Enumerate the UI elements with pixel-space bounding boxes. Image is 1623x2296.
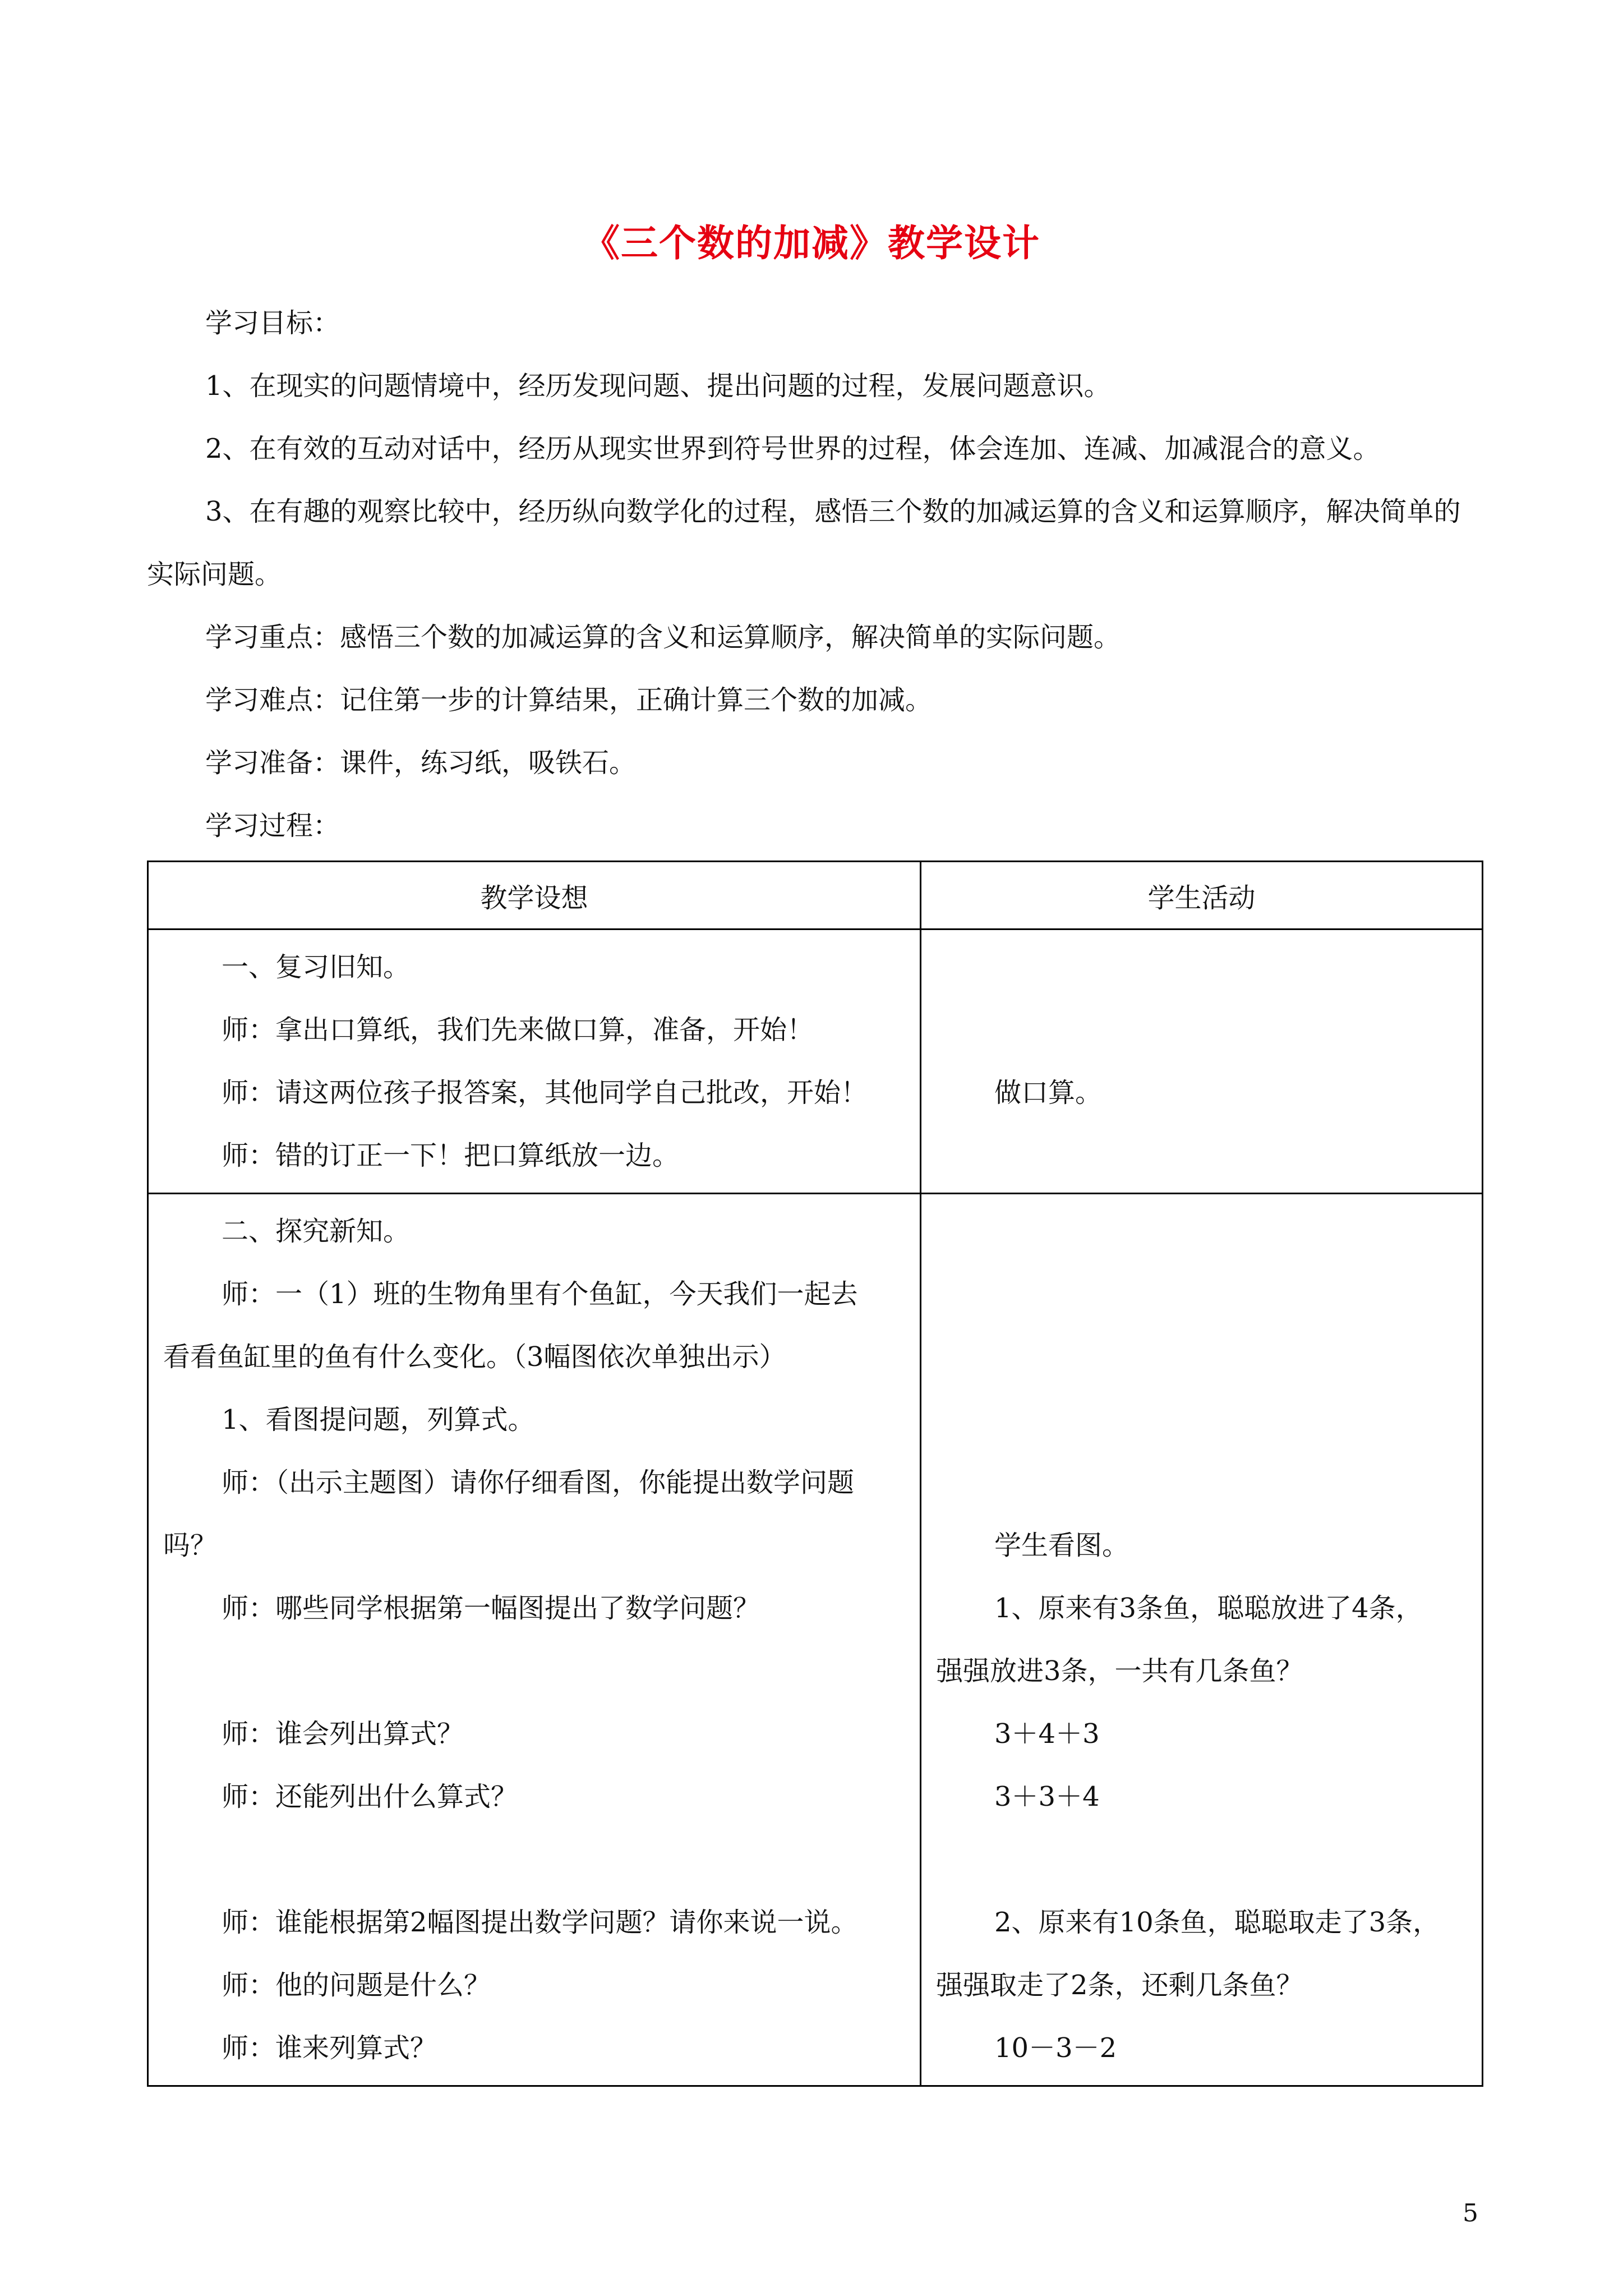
teacher-line: 1、看图提问题，列算式。 xyxy=(222,1404,535,1435)
goal-1: 1、在现实的问题情境中，经历发现问题、提出问题的过程，发展问题意识。 xyxy=(205,370,1111,402)
goal-3: 3、在有趣的观察比较中，经历纵向数学化的过程，感悟三个数的加减运算的含义和运算顺序，解决简单的实际问题。 xyxy=(147,496,1461,590)
preparation: 学习准备：课件，练习纸，吸铁石。 xyxy=(205,747,637,779)
table-header-row xyxy=(148,862,1483,930)
student-line: 3＋4＋3 xyxy=(994,1718,1100,1750)
teacher-line: 师：一（1）班的生物角里有个鱼缸，今天我们一起去 xyxy=(222,1278,858,1310)
goals-label: 学习目标： xyxy=(205,307,340,339)
student-line: 做口算。 xyxy=(994,1077,1103,1108)
teacher-line: 师：他的问题是什么？ xyxy=(222,1970,491,2001)
teacher-line: 师：谁能根据第2幅图提出数学问题？请你来说一说。 xyxy=(222,1907,858,1938)
teacher-line: 二、探究新知。 xyxy=(222,1216,411,1247)
document-title: 《三个数的加减》教学设计 xyxy=(583,221,1040,265)
teacher-line: 师：谁会列出算式？ xyxy=(222,1718,464,1750)
teacher-cell xyxy=(148,1194,921,2086)
student-line: 强强放进3条，一共有几条鱼？ xyxy=(936,1655,1303,1687)
key-point: 学习重点：感悟三个数的加减运算的含义和运算顺序，解决简单的实际问题。 xyxy=(205,622,1121,653)
student-cell xyxy=(921,930,1483,1194)
teacher-line: 师：拿出口算纸，我们先来做口算，准备，开始！ xyxy=(222,1014,814,1046)
page-number: 5 xyxy=(1463,2199,1478,2228)
header-student-activity: 学生活动 xyxy=(921,862,1483,930)
teacher-line: 师：（出示主题图）请你仔细看图，你能提出数学问题 xyxy=(222,1467,855,1498)
student-line: 3＋3＋4 xyxy=(994,1781,1100,1812)
table-row xyxy=(148,1194,1483,2086)
table-row xyxy=(148,930,1483,1194)
teacher-line: 看看鱼缸里的鱼有什么变化。（3幅图依次单独出示） xyxy=(163,1341,786,1373)
goal-2: 2、在有效的互动对话中，经历从现实世界到符号世界的过程，体会连加、连减、加减混合的意义。 xyxy=(205,433,1380,464)
student-line: 学生看图。 xyxy=(994,1530,1129,1561)
teacher-line: 一、复习旧知。 xyxy=(222,951,411,983)
teacher-line: 师：谁来列算式？ xyxy=(222,2032,437,2064)
teacher-line: 师：错的订正一下！把口算纸放一边。 xyxy=(222,1140,680,1171)
student-line: 强强取走了2条，还剩几条鱼？ xyxy=(936,1970,1303,2001)
teacher-cell xyxy=(148,930,921,1194)
teacher-line: 师：还能列出什么算式？ xyxy=(222,1781,518,1812)
student-line: 1、原来有3条鱼，聪聪放进了4条， xyxy=(994,1593,1423,1624)
teacher-line: 师：请这两位孩子报答案，其他同学自己批改，开始！ xyxy=(222,1077,868,1108)
lesson-table xyxy=(147,861,1483,2087)
student-line: 10－3－2 xyxy=(994,2032,1117,2064)
student-line: 2、原来有10条鱼，聪聪取走了3条， xyxy=(994,1907,1440,1938)
teacher-line: 吗？ xyxy=(163,1530,218,1561)
difficulty: 学习难点：记住第一步的计算结果，正确计算三个数的加减。 xyxy=(205,684,933,716)
header-teaching-plan: 教学设想 xyxy=(148,862,921,930)
process-label: 学习过程： xyxy=(205,810,340,841)
student-cell xyxy=(921,1194,1483,2086)
teacher-line: 师：哪些同学根据第一幅图提出了数学问题？ xyxy=(222,1593,760,1624)
